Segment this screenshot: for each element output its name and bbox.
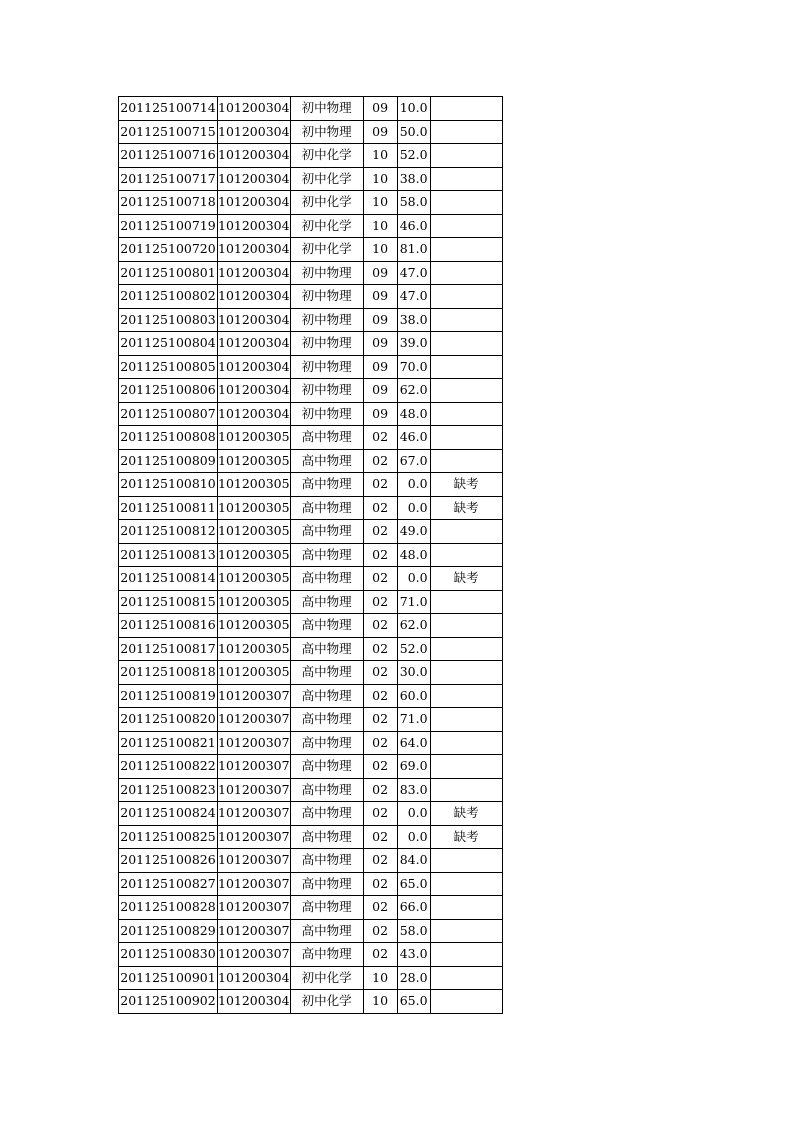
remark-cell — [430, 167, 502, 191]
subject-name-cell: 高中物理 — [290, 708, 363, 732]
exam-id-cell: 201125100826 — [119, 849, 218, 873]
score-cell: 38.0 — [397, 308, 430, 332]
room-number-cell: 09 — [363, 402, 397, 426]
table-row — [119, 238, 503, 262]
room-number-cell: 09 — [363, 97, 397, 121]
subject-code-cell: 101200304 — [218, 144, 291, 168]
subject-name-cell: 高中物理 — [290, 473, 363, 497]
exam-id-cell: 201125100803 — [119, 308, 218, 332]
exam-id-cell: 201125100824 — [119, 802, 218, 826]
subject-code-cell: 101200305 — [218, 449, 291, 473]
subject-name-cell: 高中物理 — [290, 849, 363, 873]
remark-cell: 缺考 — [430, 496, 502, 520]
subject-code-cell: 101200307 — [218, 919, 291, 943]
remark-cell — [430, 755, 502, 779]
subject-code-cell: 101200304 — [218, 261, 291, 285]
remark-cell: 缺考 — [430, 567, 502, 591]
subject-name-cell: 初中物理 — [290, 379, 363, 403]
exam-id-cell: 201125100901 — [119, 966, 218, 990]
room-number-cell: 02 — [363, 708, 397, 732]
remark-cell — [430, 120, 502, 144]
subject-name-cell: 高中物理 — [290, 731, 363, 755]
remark-cell — [430, 849, 502, 873]
exam-id-cell: 201125100811 — [119, 496, 218, 520]
table-row — [119, 285, 503, 309]
remark-cell — [430, 590, 502, 614]
score-cell: 48.0 — [397, 402, 430, 426]
remark-cell — [430, 661, 502, 685]
exam-id-cell: 201125100807 — [119, 402, 218, 426]
subject-code-cell: 101200305 — [218, 520, 291, 544]
subject-code-cell: 101200307 — [218, 849, 291, 873]
exam-id-cell: 201125100809 — [119, 449, 218, 473]
exam-id-cell: 201125100818 — [119, 661, 218, 685]
score-table — [118, 96, 503, 1014]
subject-name-cell: 初中物理 — [290, 308, 363, 332]
table-row — [119, 567, 503, 591]
exam-id-cell: 201125100810 — [119, 473, 218, 497]
subject-code-cell: 101200304 — [218, 285, 291, 309]
score-cell: 64.0 — [397, 731, 430, 755]
subject-code-cell: 101200305 — [218, 473, 291, 497]
subject-code-cell: 101200304 — [218, 402, 291, 426]
subject-code-cell: 101200307 — [218, 684, 291, 708]
subject-name-cell: 高中物理 — [290, 496, 363, 520]
subject-code-cell: 101200305 — [218, 496, 291, 520]
table-row — [119, 355, 503, 379]
exam-id-cell: 201125100812 — [119, 520, 218, 544]
subject-name-cell: 高中物理 — [290, 802, 363, 826]
score-cell: 0.0 — [397, 473, 430, 497]
room-number-cell: 10 — [363, 191, 397, 215]
table-row — [119, 308, 503, 332]
remark-cell — [430, 520, 502, 544]
remark-cell — [430, 379, 502, 403]
subject-name-cell: 初中化学 — [290, 966, 363, 990]
room-number-cell: 02 — [363, 943, 397, 967]
subject-name-cell: 高中物理 — [290, 614, 363, 638]
table-row — [119, 708, 503, 732]
score-cell: 71.0 — [397, 708, 430, 732]
remark-cell — [430, 778, 502, 802]
table-row — [119, 849, 503, 873]
room-number-cell: 09 — [363, 261, 397, 285]
subject-name-cell: 高中物理 — [290, 543, 363, 567]
subject-code-cell: 101200307 — [218, 872, 291, 896]
score-cell: 0.0 — [397, 802, 430, 826]
subject-code-cell: 101200304 — [218, 332, 291, 356]
room-number-cell: 02 — [363, 567, 397, 591]
room-number-cell: 02 — [363, 755, 397, 779]
table-row — [119, 896, 503, 920]
subject-code-cell: 101200305 — [218, 426, 291, 450]
score-cell: 62.0 — [397, 379, 430, 403]
exam-id-cell: 201125100820 — [119, 708, 218, 732]
subject-name-cell: 高中物理 — [290, 637, 363, 661]
exam-id-cell: 201125100714 — [119, 97, 218, 121]
score-cell: 43.0 — [397, 943, 430, 967]
room-number-cell: 02 — [363, 896, 397, 920]
remark-cell — [430, 308, 502, 332]
subject-name-cell: 初中物理 — [290, 285, 363, 309]
exam-id-cell: 201125100823 — [119, 778, 218, 802]
remark-cell — [430, 332, 502, 356]
subject-name-cell: 初中物理 — [290, 261, 363, 285]
remark-cell — [430, 990, 502, 1014]
subject-code-cell: 101200304 — [218, 355, 291, 379]
table-row — [119, 966, 503, 990]
exam-id-cell: 201125100802 — [119, 285, 218, 309]
room-number-cell: 02 — [363, 778, 397, 802]
subject-code-cell: 101200304 — [218, 308, 291, 332]
subject-code-cell: 101200305 — [218, 614, 291, 638]
exam-id-cell: 201125100819 — [119, 684, 218, 708]
remark-cell — [430, 614, 502, 638]
table-row — [119, 543, 503, 567]
score-cell: 65.0 — [397, 872, 430, 896]
remark-cell — [430, 261, 502, 285]
score-cell: 67.0 — [397, 449, 430, 473]
table-row — [119, 191, 503, 215]
subject-code-cell: 101200307 — [218, 731, 291, 755]
table-row — [119, 802, 503, 826]
remark-cell — [430, 896, 502, 920]
remark-cell — [430, 543, 502, 567]
exam-id-cell: 201125100830 — [119, 943, 218, 967]
subject-code-cell: 101200307 — [218, 896, 291, 920]
remark-cell — [430, 966, 502, 990]
subject-name-cell: 高中物理 — [290, 896, 363, 920]
score-cell: 81.0 — [397, 238, 430, 262]
subject-name-cell: 高中物理 — [290, 825, 363, 849]
table-row — [119, 755, 503, 779]
room-number-cell: 10 — [363, 966, 397, 990]
exam-id-cell: 201125100816 — [119, 614, 218, 638]
exam-id-cell: 201125100804 — [119, 332, 218, 356]
subject-code-cell: 101200304 — [218, 990, 291, 1014]
subject-name-cell: 高中物理 — [290, 449, 363, 473]
remark-cell — [430, 285, 502, 309]
room-number-cell: 02 — [363, 919, 397, 943]
room-number-cell: 09 — [363, 332, 397, 356]
room-number-cell: 02 — [363, 849, 397, 873]
subject-name-cell: 高中物理 — [290, 590, 363, 614]
score-cell: 28.0 — [397, 966, 430, 990]
subject-code-cell: 101200305 — [218, 637, 291, 661]
score-cell: 58.0 — [397, 919, 430, 943]
table-row — [119, 520, 503, 544]
table-row — [119, 778, 503, 802]
table-row — [119, 449, 503, 473]
score-cell: 49.0 — [397, 520, 430, 544]
room-number-cell: 02 — [363, 684, 397, 708]
score-cell: 39.0 — [397, 332, 430, 356]
subject-code-cell: 101200305 — [218, 661, 291, 685]
remark-cell — [430, 214, 502, 238]
exam-id-cell: 201125100715 — [119, 120, 218, 144]
subject-name-cell: 初中化学 — [290, 990, 363, 1014]
room-number-cell: 02 — [363, 825, 397, 849]
subject-code-cell: 101200304 — [218, 191, 291, 215]
table-row — [119, 637, 503, 661]
subject-code-cell: 101200304 — [218, 214, 291, 238]
table-row — [119, 990, 503, 1014]
score-cell: 0.0 — [397, 567, 430, 591]
remark-cell: 缺考 — [430, 473, 502, 497]
subject-name-cell: 初中化学 — [290, 167, 363, 191]
room-number-cell: 02 — [363, 590, 397, 614]
table-row — [119, 825, 503, 849]
subject-code-cell: 101200305 — [218, 567, 291, 591]
exam-id-cell: 201125100829 — [119, 919, 218, 943]
room-number-cell: 02 — [363, 473, 397, 497]
table-row — [119, 332, 503, 356]
score-cell: 70.0 — [397, 355, 430, 379]
table-row — [119, 261, 503, 285]
remark-cell — [430, 684, 502, 708]
score-cell: 46.0 — [397, 426, 430, 450]
score-cell: 48.0 — [397, 543, 430, 567]
score-table-body — [119, 97, 503, 1014]
remark-cell — [430, 731, 502, 755]
subject-name-cell: 高中物理 — [290, 872, 363, 896]
subject-name-cell: 初中物理 — [290, 97, 363, 121]
subject-name-cell: 初中物理 — [290, 332, 363, 356]
score-cell: 84.0 — [397, 849, 430, 873]
score-cell: 62.0 — [397, 614, 430, 638]
exam-id-cell: 201125100813 — [119, 543, 218, 567]
subject-name-cell: 高中物理 — [290, 755, 363, 779]
remark-cell — [430, 191, 502, 215]
subject-code-cell: 101200305 — [218, 590, 291, 614]
score-cell: 47.0 — [397, 285, 430, 309]
subject-code-cell: 101200307 — [218, 802, 291, 826]
exam-id-cell: 201125100821 — [119, 731, 218, 755]
exam-id-cell: 201125100808 — [119, 426, 218, 450]
remark-cell — [430, 919, 502, 943]
room-number-cell: 02 — [363, 661, 397, 685]
subject-code-cell: 101200304 — [218, 120, 291, 144]
remark-cell — [430, 97, 502, 121]
table-row — [119, 167, 503, 191]
subject-code-cell: 101200304 — [218, 97, 291, 121]
subject-name-cell: 初中物理 — [290, 355, 363, 379]
table-row — [119, 614, 503, 638]
score-cell: 52.0 — [397, 637, 430, 661]
score-cell: 60.0 — [397, 684, 430, 708]
subject-code-cell: 101200304 — [218, 167, 291, 191]
subject-name-cell: 初中化学 — [290, 191, 363, 215]
remark-cell: 缺考 — [430, 825, 502, 849]
subject-code-cell: 101200307 — [218, 825, 291, 849]
table-row — [119, 426, 503, 450]
room-number-cell: 09 — [363, 379, 397, 403]
subject-code-cell: 101200307 — [218, 708, 291, 732]
subject-name-cell: 初中物理 — [290, 120, 363, 144]
exam-id-cell: 201125100815 — [119, 590, 218, 614]
subject-code-cell: 101200304 — [218, 238, 291, 262]
score-cell: 0.0 — [397, 496, 430, 520]
room-number-cell: 02 — [363, 426, 397, 450]
score-cell: 50.0 — [397, 120, 430, 144]
table-row — [119, 731, 503, 755]
subject-name-cell: 初中化学 — [290, 214, 363, 238]
table-row — [119, 684, 503, 708]
subject-code-cell: 101200304 — [218, 379, 291, 403]
exam-id-cell: 201125100825 — [119, 825, 218, 849]
exam-id-cell: 201125100827 — [119, 872, 218, 896]
room-number-cell: 02 — [363, 802, 397, 826]
subject-code-cell: 101200307 — [218, 778, 291, 802]
table-row — [119, 943, 503, 967]
exam-id-cell: 201125100716 — [119, 144, 218, 168]
room-number-cell: 02 — [363, 496, 397, 520]
room-number-cell: 10 — [363, 167, 397, 191]
exam-id-cell: 201125100719 — [119, 214, 218, 238]
room-number-cell: 02 — [363, 520, 397, 544]
room-number-cell: 09 — [363, 120, 397, 144]
exam-id-cell: 201125100718 — [119, 191, 218, 215]
table-row — [119, 144, 503, 168]
room-number-cell: 10 — [363, 990, 397, 1014]
table-row — [119, 120, 503, 144]
room-number-cell: 02 — [363, 731, 397, 755]
room-number-cell: 02 — [363, 614, 397, 638]
remark-cell — [430, 238, 502, 262]
subject-name-cell: 初中物理 — [290, 402, 363, 426]
exam-id-cell: 201125100828 — [119, 896, 218, 920]
exam-id-cell: 201125100717 — [119, 167, 218, 191]
remark-cell — [430, 943, 502, 967]
table-row — [119, 379, 503, 403]
room-number-cell: 09 — [363, 285, 397, 309]
remark-cell — [430, 144, 502, 168]
remark-cell — [430, 449, 502, 473]
score-cell: 47.0 — [397, 261, 430, 285]
room-number-cell: 02 — [363, 543, 397, 567]
room-number-cell: 10 — [363, 144, 397, 168]
table-row — [119, 473, 503, 497]
subject-name-cell: 高中物理 — [290, 520, 363, 544]
subject-name-cell: 高中物理 — [290, 567, 363, 591]
subject-name-cell: 高中物理 — [290, 778, 363, 802]
room-number-cell: 10 — [363, 214, 397, 238]
subject-code-cell: 101200307 — [218, 943, 291, 967]
remark-cell — [430, 355, 502, 379]
subject-name-cell: 高中物理 — [290, 684, 363, 708]
table-row — [119, 97, 503, 121]
score-cell: 38.0 — [397, 167, 430, 191]
room-number-cell: 09 — [363, 308, 397, 332]
subject-name-cell: 高中物理 — [290, 661, 363, 685]
score-cell: 30.0 — [397, 661, 430, 685]
exam-id-cell: 201125100801 — [119, 261, 218, 285]
room-number-cell: 02 — [363, 449, 397, 473]
exam-id-cell: 201125100814 — [119, 567, 218, 591]
room-number-cell: 09 — [363, 355, 397, 379]
subject-name-cell: 高中物理 — [290, 426, 363, 450]
table-row — [119, 872, 503, 896]
table-row — [119, 919, 503, 943]
remark-cell — [430, 708, 502, 732]
subject-name-cell: 初中化学 — [290, 144, 363, 168]
score-cell: 83.0 — [397, 778, 430, 802]
table-row — [119, 496, 503, 520]
score-cell: 46.0 — [397, 214, 430, 238]
room-number-cell: 10 — [363, 238, 397, 262]
score-cell: 10.0 — [397, 97, 430, 121]
exam-id-cell: 201125100720 — [119, 238, 218, 262]
remark-cell — [430, 426, 502, 450]
room-number-cell: 02 — [363, 872, 397, 896]
score-cell: 71.0 — [397, 590, 430, 614]
subject-code-cell: 101200307 — [218, 755, 291, 779]
exam-id-cell: 201125100805 — [119, 355, 218, 379]
score-cell: 52.0 — [397, 144, 430, 168]
subject-code-cell: 101200304 — [218, 966, 291, 990]
room-number-cell: 02 — [363, 637, 397, 661]
exam-id-cell: 201125100902 — [119, 990, 218, 1014]
remark-cell — [430, 402, 502, 426]
score-cell: 69.0 — [397, 755, 430, 779]
remark-cell: 缺考 — [430, 802, 502, 826]
subject-code-cell: 101200305 — [218, 543, 291, 567]
table-row — [119, 402, 503, 426]
exam-id-cell: 201125100817 — [119, 637, 218, 661]
score-cell: 58.0 — [397, 191, 430, 215]
remark-cell — [430, 872, 502, 896]
exam-id-cell: 201125100822 — [119, 755, 218, 779]
score-cell: 65.0 — [397, 990, 430, 1014]
subject-name-cell: 高中物理 — [290, 919, 363, 943]
score-cell: 0.0 — [397, 825, 430, 849]
table-row — [119, 590, 503, 614]
table-row — [119, 214, 503, 238]
score-cell: 66.0 — [397, 896, 430, 920]
table-row — [119, 661, 503, 685]
remark-cell — [430, 637, 502, 661]
subject-name-cell: 高中物理 — [290, 943, 363, 967]
exam-id-cell: 201125100806 — [119, 379, 218, 403]
subject-name-cell: 初中化学 — [290, 238, 363, 262]
